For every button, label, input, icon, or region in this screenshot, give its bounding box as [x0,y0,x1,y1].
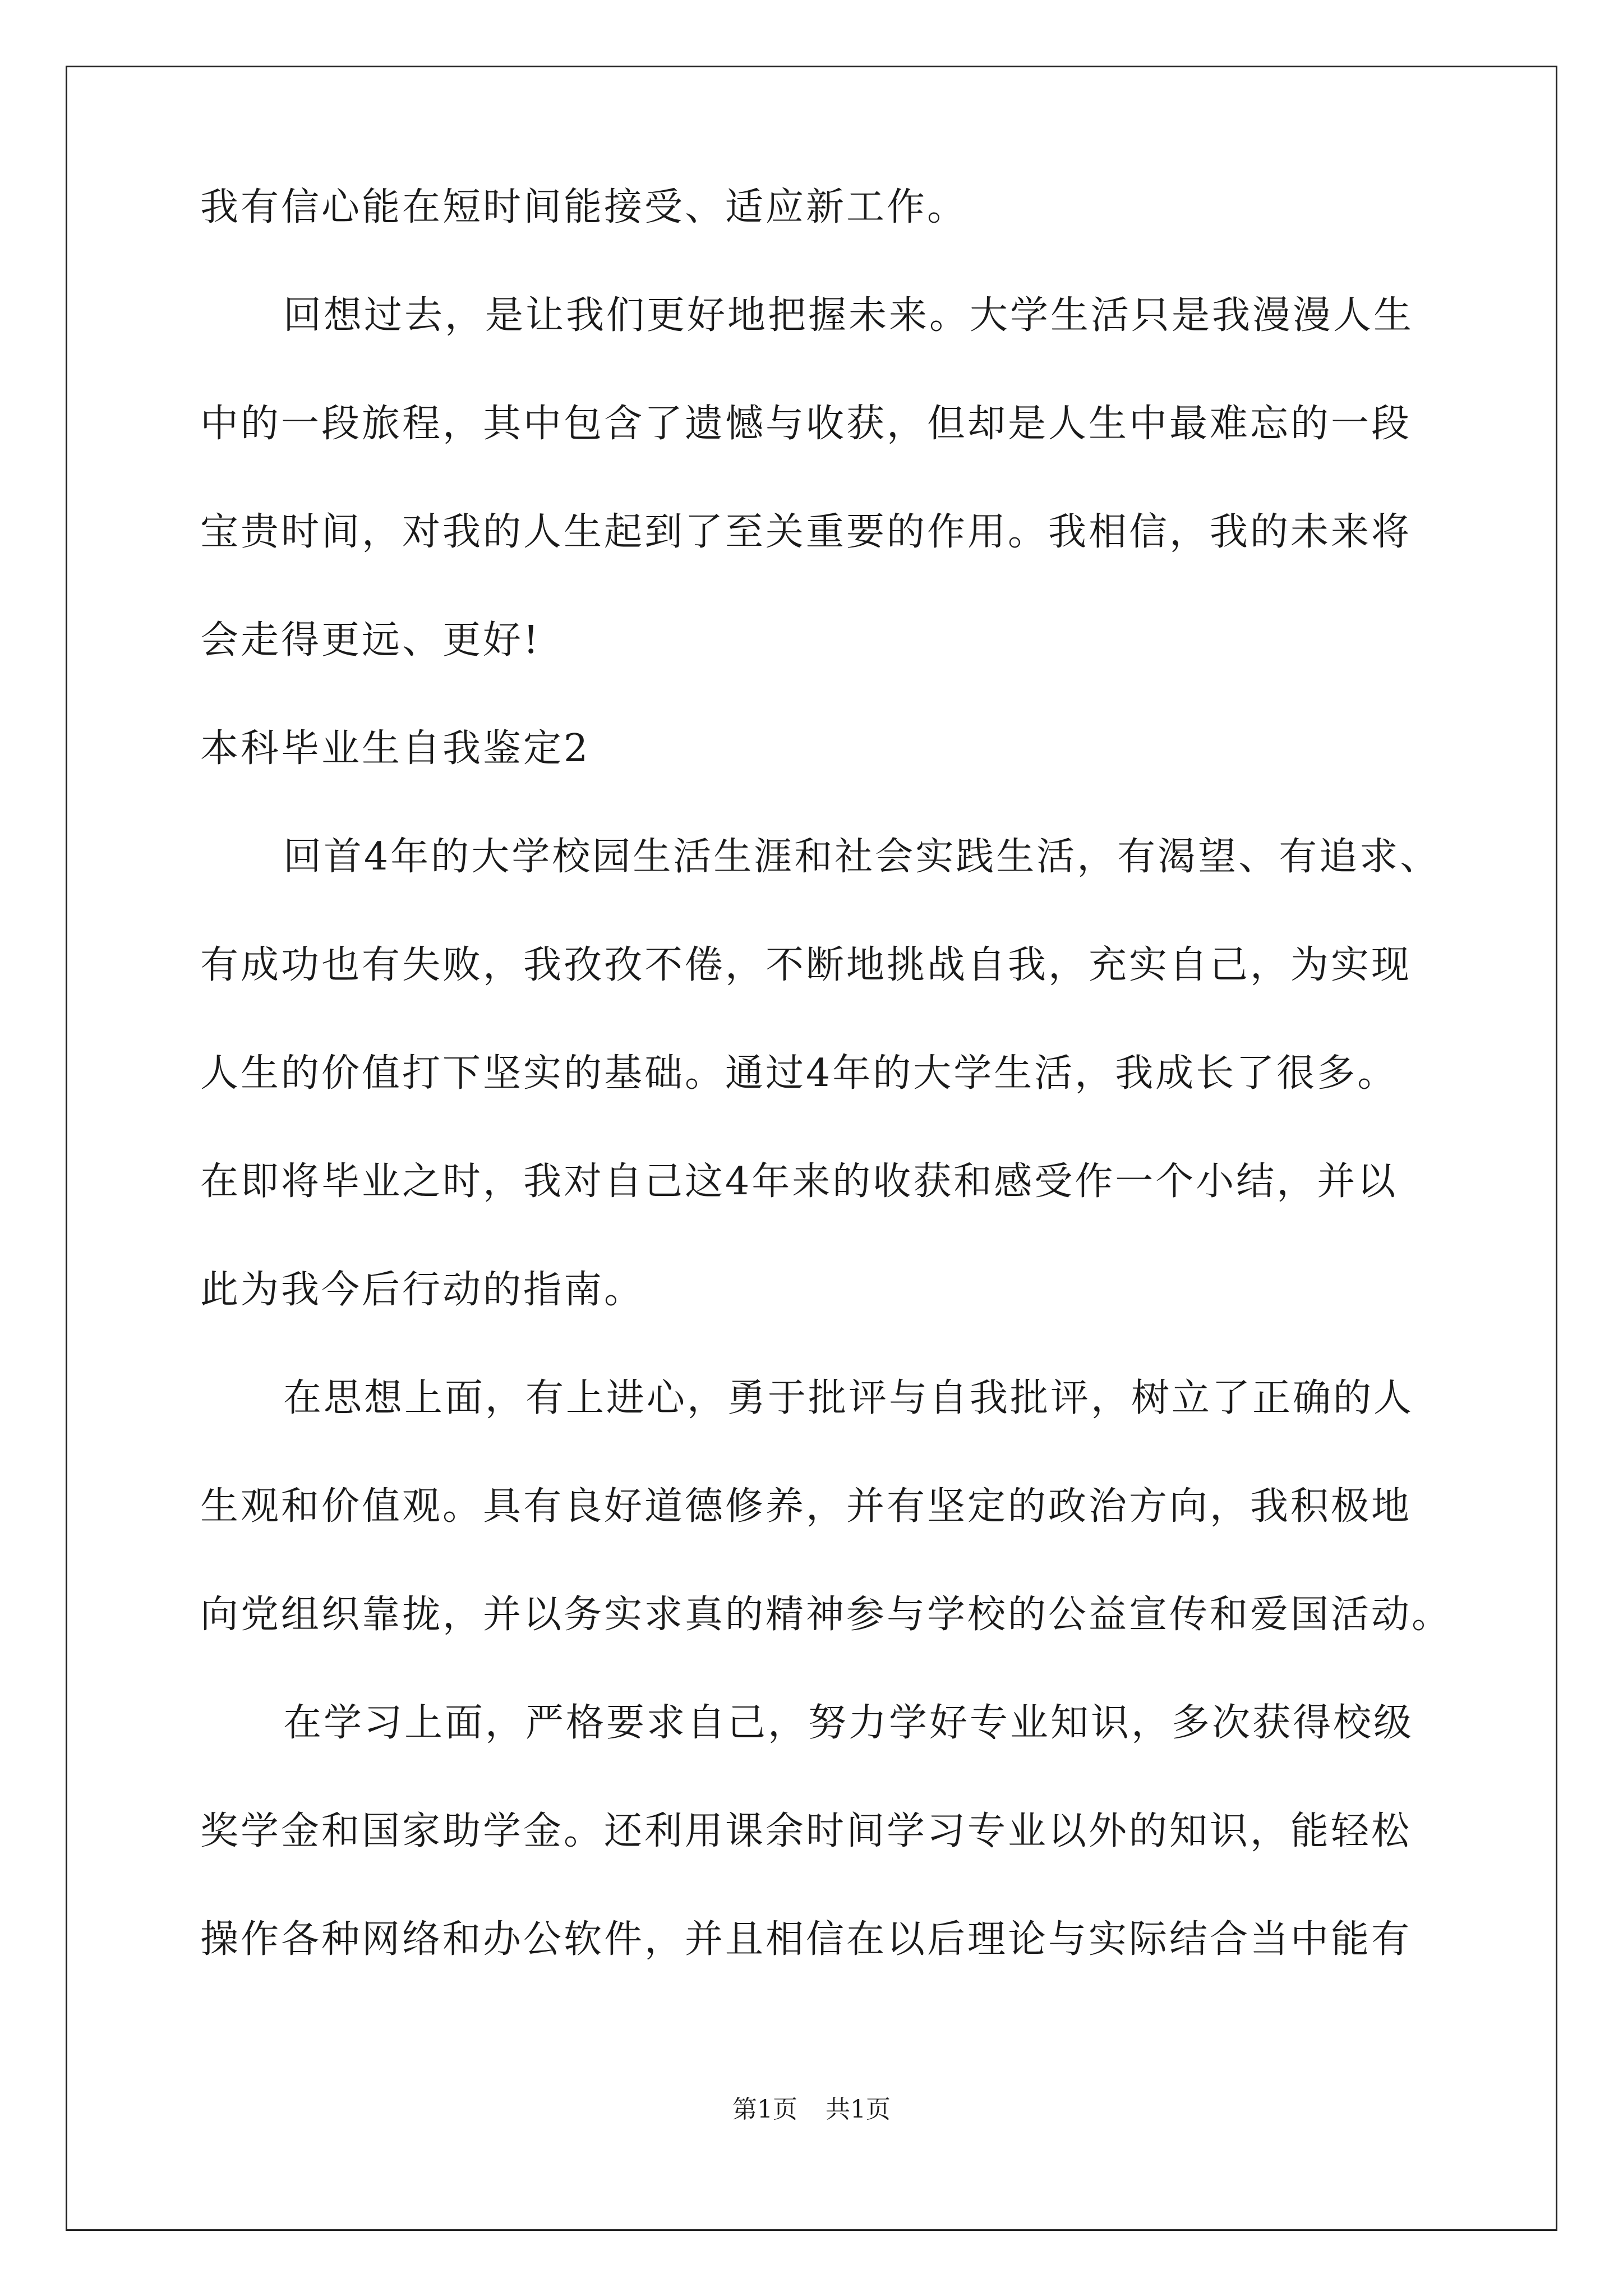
page-number-total: 共1页 [826,2095,891,2124]
text-line: 操作各种网络和办公软件，并且相信在以后理论与实际结合当中能有 [200,1917,1412,1962]
text-line: 回首4年的大学校园生活生涯和社会实践生活，有渴望、有追求、 [283,835,1441,879]
text-line: 向党组织靠拢，并以务实求真的精神参与学校的公益宣传和爱国活动。 [200,1593,1453,1637]
text-line: 回想过去，是让我们更好地把握未来。大学生活只是我漫漫人生 [283,293,1414,338]
section-heading: 本科毕业生自我鉴定2 [200,726,591,771]
text-line: 在即将毕业之时，我对自己这4年来的收获和感受作一个小结，并以 [200,1159,1398,1204]
page-footer [0,2095,1623,2124]
page-number-current: 第1页 [732,2095,797,2124]
text-line: 会走得更远、更好! [200,618,541,662]
text-line: 生观和价值观。具有良好道德修养，并有坚定的政治方向，我积极地 [200,1484,1412,1529]
page-border [66,66,1557,2231]
text-line: 宝贵时间，对我的人生起到了至关重要的作用。我相信，我的未来将 [200,510,1412,554]
text-line: 我有信心能在短时间能接受、适应新工作。 [200,185,968,229]
text-line: 奖学金和国家助学金。还利用课余时间学习专业以外的知识，能轻松 [200,1809,1412,1853]
text-line: 在学习上面，严格要求自己，努力学好专业知识，多次获得校级 [283,1701,1414,1745]
text-line: 在思想上面，有上进心，勇于批评与自我批评，树立了正确的人 [283,1376,1414,1420]
text-line: 有成功也有失败，我孜孜不倦，不断地挑战自我，充实自己，为实现 [200,943,1412,987]
text-line: 人生的价值打下坚实的基础。通过4年的大学生活，我成长了很多。 [200,1051,1398,1096]
text-line: 中的一段旅程，其中包含了遗憾与收获，但却是人生中最难忘的一段 [200,402,1412,446]
text-line: 此为我今后行动的指南。 [200,1268,645,1312]
